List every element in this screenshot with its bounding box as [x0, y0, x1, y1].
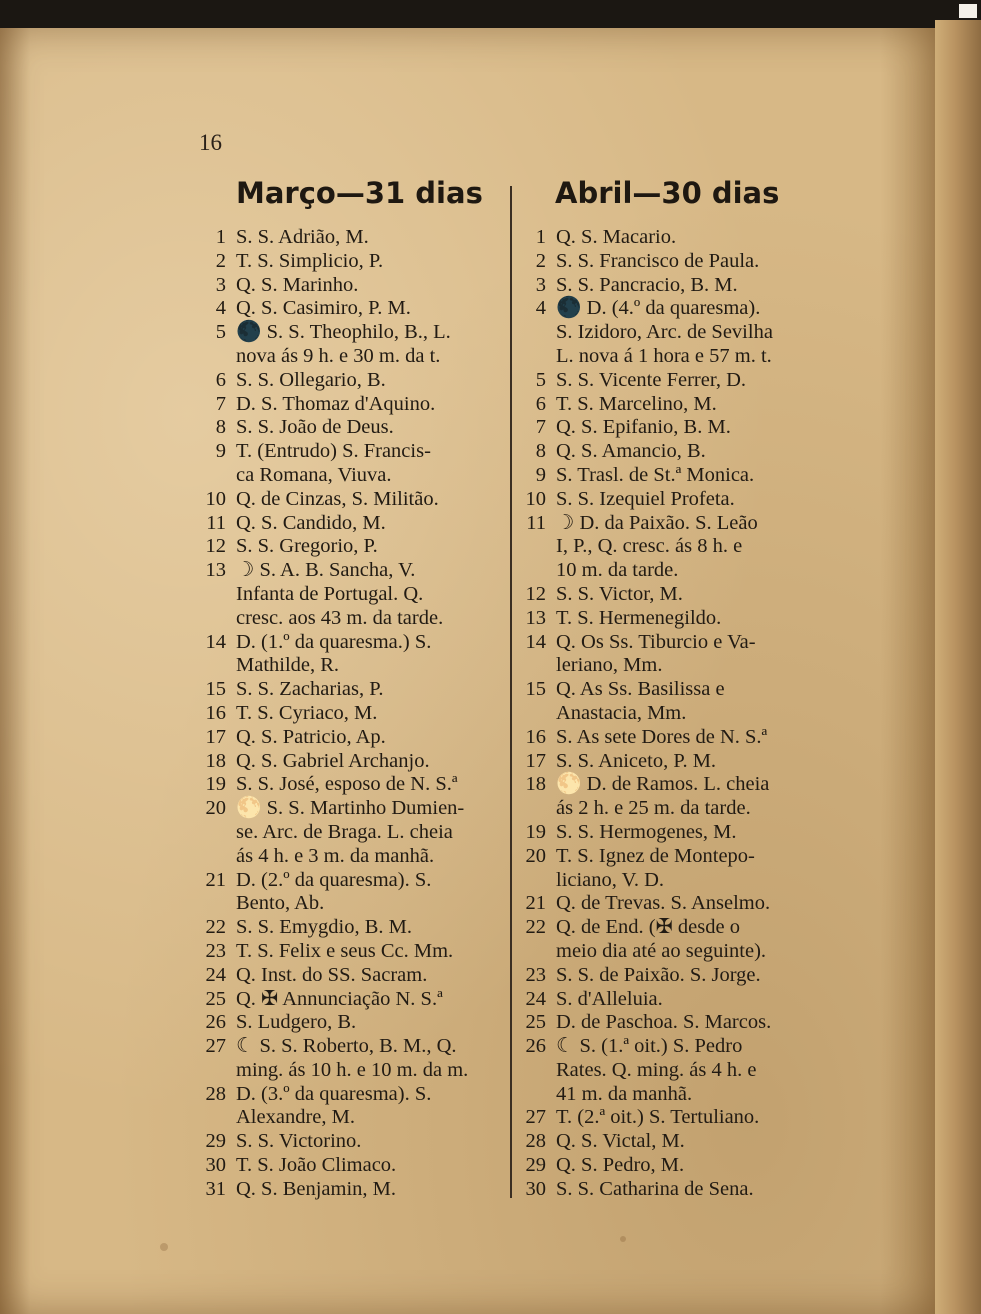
- calendar-line: [196, 226, 506, 250]
- calendar-line: [516, 631, 826, 655]
- day-entry-text: D. S. Thomaz d'Aquino.: [236, 392, 436, 415]
- day-entry-text: S. S. Catharina de Sena.: [556, 1177, 754, 1200]
- day-number: 14: [525, 630, 546, 653]
- day-number: 16: [205, 701, 226, 724]
- day-number: 6: [535, 392, 546, 415]
- day-entry-text: ☽ S. A. B. Sancha, V.: [236, 559, 416, 582]
- calendar-line: [196, 512, 506, 536]
- page-edge: [935, 20, 981, 1314]
- day-entry-text: S. Ludgero, B.: [236, 1011, 357, 1034]
- day-entry-text: Q. S. Marinho.: [236, 273, 359, 296]
- day-entry-text: Q. S. Candido, M.: [236, 511, 386, 534]
- calendar-line: [516, 226, 826, 250]
- column-divider: [510, 186, 512, 1198]
- day-entry-text: T. S. Simplicio, P.: [236, 249, 384, 272]
- day-number: 7: [215, 392, 226, 415]
- calendar-line: [516, 726, 826, 750]
- day-entry-text: Mathilde, R.: [236, 654, 340, 677]
- day-number: 17: [205, 725, 226, 748]
- day-entry-text: meio dia até ao seguinte).: [556, 939, 767, 962]
- calendar-line: [196, 250, 506, 274]
- day-entry-text: Anastacia, Mm.: [556, 701, 687, 724]
- calendar-line: [196, 1178, 506, 1202]
- day-number: 24: [525, 987, 546, 1010]
- day-entry-text: Q. S. Gabriel Archanjo.: [236, 749, 430, 772]
- calendar-line: [196, 369, 506, 393]
- day-entry-text: S. S. Victorino.: [236, 1130, 362, 1153]
- calendar-line: [196, 464, 506, 488]
- day-entry-text: S. As sete Dores de N. S.ª: [556, 725, 768, 748]
- day-entry-text: Q. Os Ss. Tiburcio e Va-: [556, 630, 756, 653]
- day-number: 30: [525, 1177, 546, 1200]
- day-entry-text: 🌑 D. (4.º da quaresma).: [556, 297, 761, 320]
- day-entry-text: Q. S. Victal, M.: [556, 1130, 685, 1153]
- day-entry-text: Q. S. Epifanio, B. M.: [556, 416, 731, 439]
- calendar-line: [516, 1011, 826, 1035]
- page-number: 16: [199, 130, 222, 155]
- day-number: 22: [205, 916, 226, 939]
- day-number: 20: [525, 844, 546, 867]
- calendar-line: [196, 345, 506, 369]
- calendar-line: [516, 559, 826, 583]
- day-number: 14: [205, 630, 226, 653]
- day-entry-text: T. S. Marcelino, M.: [556, 392, 717, 415]
- day-entry-text: T. (Entrudo) S. Francis-: [236, 440, 431, 463]
- day-entry-text: liciano, V. D.: [556, 868, 665, 891]
- day-number: 13: [525, 606, 546, 629]
- day-number: 29: [205, 1130, 226, 1153]
- day-entry-text: S. S. Ollegario, B.: [236, 368, 386, 391]
- calendar-line: [196, 535, 506, 559]
- day-entry-text: S. S. Hermogenes, M.: [556, 820, 737, 843]
- calendar-line: [196, 607, 506, 631]
- calendar-line: [516, 702, 826, 726]
- day-number: 23: [205, 939, 226, 962]
- day-number: 25: [205, 987, 226, 1010]
- day-number: 11: [526, 511, 546, 534]
- day-entry-text: D. (1.º da quaresma.) S.: [236, 630, 432, 653]
- day-number: 1: [535, 226, 546, 248]
- day-entry-text: S. S. Gregorio, P.: [236, 535, 378, 558]
- calendar-line: [196, 845, 506, 869]
- calendar-line: [516, 393, 826, 417]
- calendar-line: [516, 535, 826, 559]
- day-number: 26: [525, 1035, 546, 1058]
- calendar-line: [516, 773, 826, 797]
- day-number: 21: [525, 892, 546, 915]
- day-entry-text: S. Izidoro, Arc. de Sevilha: [556, 321, 773, 344]
- calendar-line: [196, 488, 506, 512]
- day-entry-text: cresc. aos 43 m. da tarde.: [236, 606, 444, 629]
- day-entry-text: S. S. Emygdio, B. M.: [236, 916, 412, 939]
- day-number: 7: [535, 416, 546, 439]
- day-entry-text: T. (2.ª oit.) S. Tertuliano.: [556, 1106, 760, 1129]
- day-number: 17: [525, 749, 546, 772]
- day-entry-text: S. S. de Paixão. S. Jorge.: [556, 963, 761, 986]
- calendar-line: [516, 1130, 826, 1154]
- day-number: 8: [535, 440, 546, 463]
- calendar-line: [516, 797, 826, 821]
- day-entry-text: I, P., Q. cresc. ás 8 h. e: [556, 535, 743, 558]
- day-entry-text: Q. de Cinzas, S. Militão.: [236, 487, 439, 510]
- day-entry-text: T. S. Hermenegildo.: [556, 606, 722, 629]
- day-entry-text: S. S. Izequiel Profeta.: [556, 487, 735, 510]
- day-number: 3: [215, 273, 226, 296]
- calendar-line: [196, 702, 506, 726]
- day-number: 15: [525, 678, 546, 701]
- calendar-line: [516, 488, 826, 512]
- calendar-line: [196, 1059, 506, 1083]
- day-entry-text: 🌕 D. de Ramos. L. cheia: [556, 773, 770, 796]
- calendar-line: [516, 464, 826, 488]
- calendar-line: [196, 964, 506, 988]
- day-number: 13: [205, 559, 226, 582]
- calendar-line: [516, 345, 826, 369]
- day-number: 24: [205, 963, 226, 986]
- calendar-line: [196, 440, 506, 464]
- calendar-line: [516, 845, 826, 869]
- day-number: 2: [535, 249, 546, 272]
- calendar-line: [516, 988, 826, 1012]
- calendar-line: [196, 1130, 506, 1154]
- day-entry-text: Q. S. Macario.: [556, 226, 677, 248]
- day-entry-text: S. S. Victor, M.: [556, 582, 683, 605]
- day-entry-text: T. S. Ignez de Montepo-: [556, 844, 755, 867]
- day-entry-text: ming. ás 10 h. e 10 m. da m.: [236, 1058, 469, 1081]
- calendar-line: [516, 607, 826, 631]
- day-number: 9: [535, 463, 546, 486]
- calendar-line: [516, 1059, 826, 1083]
- calendar-line: [196, 654, 506, 678]
- day-entry-text: 🌑 S. S. Theophilo, B., L.: [236, 321, 451, 344]
- day-number: 19: [205, 773, 226, 796]
- day-entry-text: Q. S. Benjamin, M.: [236, 1177, 397, 1200]
- day-entry-text: Infanta de Portugal. Q.: [236, 582, 424, 605]
- calendar-line: [516, 916, 826, 940]
- day-number: 22: [525, 916, 546, 939]
- day-number: 10: [205, 487, 226, 510]
- calendar-line: [196, 821, 506, 845]
- day-number: 16: [525, 725, 546, 748]
- calendar-line: [196, 1106, 506, 1130]
- day-number: 15: [205, 678, 226, 701]
- day-number: 19: [525, 820, 546, 843]
- day-entry-text: Q. Inst. do SS. Sacram.: [236, 963, 428, 986]
- day-number: 11: [206, 511, 226, 534]
- day-number: 21: [205, 868, 226, 891]
- calendar-line: [196, 916, 506, 940]
- day-entry-text: S. S. Vicente Ferrer, D.: [556, 368, 747, 391]
- day-entry-text: Rates. Q. ming. ás 4 h. e: [556, 1058, 757, 1081]
- day-number: 25: [525, 1011, 546, 1034]
- day-number: 29: [525, 1154, 546, 1177]
- day-number: 10: [525, 487, 546, 510]
- calendar-line: [196, 1083, 506, 1107]
- day-entry-text: ca Romana, Viuva.: [236, 463, 392, 486]
- day-number: 5: [215, 321, 226, 344]
- calendar-line: [196, 559, 506, 583]
- day-entry-text: Q. de Trevas. S. Anselmo.: [556, 892, 771, 915]
- day-entry-text: S. d'Alleluia.: [556, 987, 663, 1010]
- day-entry-text: Q. S. Amancio, B.: [556, 440, 706, 463]
- day-entry-text: L. nova á 1 hora e 57 m. t.: [556, 344, 772, 367]
- day-number: 27: [205, 1035, 226, 1058]
- day-entry-text: Q. S. Patricio, Ap.: [236, 725, 386, 748]
- day-number: 28: [525, 1130, 546, 1153]
- calendar-line: [516, 274, 826, 298]
- calendar-line: [516, 654, 826, 678]
- calendar-line: [516, 750, 826, 774]
- day-entry-text: Q. S. Casimiro, P. M.: [236, 297, 411, 320]
- calendar-line: [516, 440, 826, 464]
- calendar-line: [196, 416, 506, 440]
- april-entries: [516, 226, 826, 1202]
- calendar-line: [516, 964, 826, 988]
- calendar-line: [196, 297, 506, 321]
- day-entry-text: Q. de End. (✠ desde o: [556, 916, 740, 939]
- day-entry-text: 10 m. da tarde.: [556, 559, 679, 582]
- day-entry-text: ☽ D. da Paixão. S. Leão: [556, 511, 758, 534]
- calendar-line: [516, 321, 826, 345]
- calendar-line: [516, 940, 826, 964]
- calendar-line: [516, 821, 826, 845]
- day-entry-text: S. S. Pancracio, B. M.: [556, 273, 738, 296]
- calendar-line: [196, 726, 506, 750]
- day-entry-text: Q. ✠ Annunciação N. S.ª: [236, 987, 443, 1010]
- day-entry-text: S. S. Zacharias, P.: [236, 678, 384, 701]
- day-number: 18: [525, 773, 546, 796]
- day-entry-text: D. (2.º da quaresma). S.: [236, 868, 432, 891]
- calendar-line: [196, 583, 506, 607]
- calendar-line: [196, 869, 506, 893]
- day-entry-text: S. S. João de Deus.: [236, 416, 394, 439]
- calendar-line: [196, 940, 506, 964]
- calendar-line: [516, 892, 826, 916]
- calendar-line: [196, 892, 506, 916]
- day-number: 3: [535, 273, 546, 296]
- calendar-line: [196, 797, 506, 821]
- calendar-line: [196, 678, 506, 702]
- calendar-line: [196, 274, 506, 298]
- calendar-line: [196, 750, 506, 774]
- calendar-line: [516, 1083, 826, 1107]
- stain: [160, 1243, 168, 1251]
- day-entry-text: ás 4 h. e 3 m. da manhã.: [236, 844, 435, 867]
- day-number: 18: [205, 749, 226, 772]
- day-entry-text: ☾ S. S. Roberto, B. M., Q.: [236, 1035, 457, 1058]
- day-entry-text: se. Arc. de Braga. L. cheia: [236, 820, 453, 843]
- day-number: 28: [205, 1082, 226, 1105]
- calendar-line: [516, 369, 826, 393]
- day-entry-text: T. S. Felix e seus Cc. Mm.: [236, 939, 454, 962]
- calendar-line: [516, 250, 826, 274]
- day-entry-text: ás 2 h. e 25 m. da tarde.: [556, 797, 751, 820]
- day-number: 20: [205, 797, 226, 820]
- calendar-line: [516, 583, 826, 607]
- calendar-line: [196, 988, 506, 1012]
- day-number: 9: [215, 440, 226, 463]
- calendar-line: [196, 393, 506, 417]
- day-number: 23: [525, 963, 546, 986]
- day-number: 26: [205, 1011, 226, 1034]
- day-entry-text: T. S. Cyriaco, M.: [236, 701, 378, 724]
- day-number: 2: [215, 249, 226, 272]
- day-number: 4: [215, 297, 226, 320]
- calendar-line: [516, 416, 826, 440]
- day-number: 12: [525, 582, 546, 605]
- day-entry-text: S. Trasl. de St.ª Monica.: [556, 463, 755, 486]
- calendar-line: [196, 1011, 506, 1035]
- calendar-line: [516, 1178, 826, 1202]
- day-entry-text: S. S. Aniceto, P. M.: [556, 749, 717, 772]
- stain: [620, 1236, 626, 1242]
- day-entry-text: Q. S. Pedro, M.: [556, 1154, 685, 1177]
- calendar-line: [196, 773, 506, 797]
- day-number: 4: [535, 297, 546, 320]
- calendar-line: [516, 1035, 826, 1059]
- calendar-line: [196, 631, 506, 655]
- day-entry-text: Q. As Ss. Basilissa e: [556, 678, 725, 701]
- calendar-line: [516, 678, 826, 702]
- day-entry-text: T. S. João Climaco.: [236, 1154, 397, 1177]
- day-entry-text: S. S. Adrião, M.: [236, 226, 369, 248]
- calendar-line: [516, 869, 826, 893]
- day-number: 8: [215, 416, 226, 439]
- calendar-line: [516, 297, 826, 321]
- day-number: 1: [215, 226, 226, 248]
- day-entry-text: nova ás 9 h. e 30 m. da t.: [236, 344, 441, 367]
- day-entry-text: S. S. José, esposo de N. S.ª: [236, 773, 458, 796]
- calendar-line: [196, 321, 506, 345]
- day-entry-text: 🌕 S. S. Martinho Dumien-: [236, 797, 465, 820]
- calendar-line: [196, 1035, 506, 1059]
- day-number: 27: [525, 1106, 546, 1129]
- march-title: Março—31 dias: [236, 176, 483, 210]
- day-entry-text: S. S. Francisco de Paula.: [556, 249, 760, 272]
- day-number: 30: [205, 1154, 226, 1177]
- calendar-line: [516, 512, 826, 536]
- day-entry-text: 41 m. da manhã.: [556, 1082, 693, 1105]
- calendar-line: [196, 1154, 506, 1178]
- day-number: 6: [215, 368, 226, 391]
- calendar-line: [516, 1154, 826, 1178]
- day-entry-text: D. (3.º da quaresma). S.: [236, 1082, 432, 1105]
- day-number: 31: [205, 1177, 226, 1200]
- day-entry-text: ☾ S. (1.ª oit.) S. Pedro: [556, 1035, 743, 1058]
- scan-corner: [959, 4, 977, 18]
- april-title: Abril—30 dias: [555, 176, 780, 210]
- day-number: 5: [535, 368, 546, 391]
- day-entry-text: Alexandre, M.: [236, 1106, 355, 1129]
- day-entry-text: Bento, Ab.: [236, 892, 325, 915]
- day-number: 12: [205, 535, 226, 558]
- day-entry-text: leriano, Mm.: [556, 654, 663, 677]
- march-entries: [196, 226, 506, 1202]
- day-entry-text: D. de Paschoa. S. Marcos.: [556, 1011, 772, 1034]
- calendar-line: [516, 1106, 826, 1130]
